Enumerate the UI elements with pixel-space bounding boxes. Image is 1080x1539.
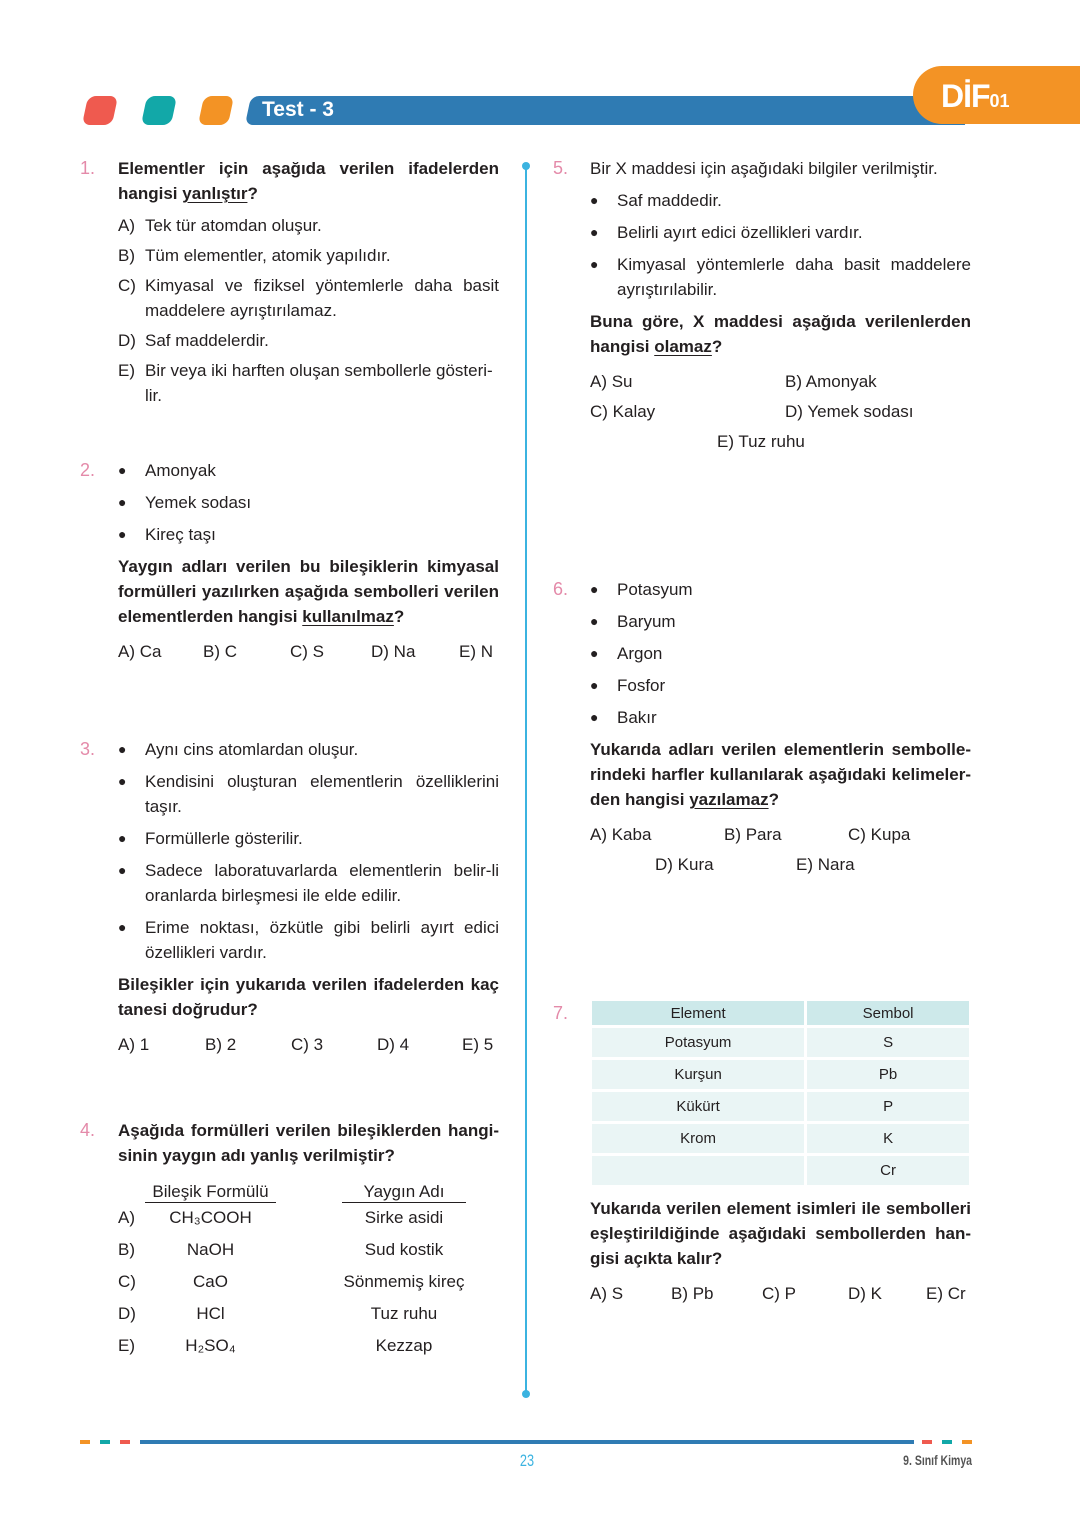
option-b[interactable]: B) C bbox=[203, 642, 237, 661]
divider-dot bbox=[522, 162, 530, 170]
option-c[interactable]: C) S bbox=[290, 642, 324, 661]
table-row[interactable] bbox=[118, 1336, 498, 1361]
title-bar bbox=[245, 96, 971, 125]
element-cell: Potasyum bbox=[592, 1028, 804, 1057]
column-header: Sembol bbox=[807, 1001, 969, 1025]
question-intro: Bir X maddesi için aşağıdaki bilgiler verilmiştir. bbox=[590, 159, 938, 178]
question-number: 2. bbox=[80, 460, 96, 480]
symbol-cell: S bbox=[807, 1028, 969, 1057]
option-a[interactable]: A) Kaba bbox=[590, 825, 652, 844]
option-d[interactable]: D) Kura bbox=[655, 855, 714, 874]
element-cell bbox=[592, 1156, 804, 1185]
option-e[interactable]: E) N bbox=[459, 642, 493, 661]
option-label: A) bbox=[118, 1208, 135, 1227]
common-name-cell: Sirke asidi bbox=[364, 1208, 444, 1227]
orange-tab-shape bbox=[198, 96, 234, 125]
option-d[interactable]: D) Saf maddelerdir. bbox=[118, 331, 269, 350]
test-title: Test - 3 bbox=[262, 98, 334, 121]
element-cell: Kükürt bbox=[592, 1092, 804, 1121]
divider-dot bbox=[522, 1390, 530, 1398]
common-name-cell: Kezzap bbox=[375, 1336, 433, 1355]
symbol-cell: K bbox=[807, 1124, 969, 1153]
bullet-item: ● Potasyum bbox=[590, 580, 693, 599]
option-a[interactable]: A) S bbox=[590, 1284, 624, 1303]
option-label: D) bbox=[118, 1304, 136, 1323]
bullet-item: ● Argon bbox=[590, 644, 663, 663]
bullet-item: ● Saf maddedir. bbox=[590, 191, 722, 210]
option-c[interactable]: C) Kimyasal ve fiziksel yöntemlerle daha basit maddelere ayrıştırılamaz. bbox=[118, 276, 499, 320]
table-row[interactable] bbox=[118, 1272, 498, 1297]
badge-text: DİF bbox=[941, 78, 990, 114]
option-a[interactable]: A) Ca bbox=[118, 642, 162, 661]
bullet-item: ● Kimyasal yöntemlerle daha basit maddelere ayrıştırılabilir. bbox=[590, 255, 971, 299]
column-header: Element bbox=[592, 1001, 804, 1025]
option-c[interactable]: C) P bbox=[762, 1284, 796, 1303]
question-text: Buna göre, X maddesi aşağıda verilenlerden hangisi olamaz? bbox=[590, 312, 971, 356]
option-label: B) bbox=[118, 1240, 135, 1259]
option-d[interactable]: D) Na bbox=[371, 642, 416, 661]
footer-line bbox=[140, 1440, 914, 1444]
symbol-cell: Pb bbox=[807, 1060, 969, 1089]
element-symbol-table bbox=[589, 998, 972, 1188]
symbol-cell: P bbox=[807, 1092, 969, 1121]
footer-dash bbox=[100, 1440, 110, 1444]
table-row[interactable] bbox=[118, 1208, 498, 1233]
question-text: Yukarıda verilen element isimleri ile sembolleri eşleştirildiğinde aşağıdaki sembollerden han-gisi açıkta kalır? bbox=[590, 1199, 971, 1268]
question-text: Elementler için aşağıda verilen ifadelerden hangisi yanlıştır? bbox=[118, 159, 499, 203]
formula-cell: HCl bbox=[196, 1304, 225, 1323]
footer-dash bbox=[80, 1440, 90, 1444]
red-tab-shape bbox=[82, 96, 118, 125]
option-c[interactable]: C) Kupa bbox=[848, 825, 911, 844]
column-header-name: Yaygın Adı bbox=[342, 1182, 466, 1203]
question-number: 1. bbox=[80, 158, 96, 178]
option-label: E) bbox=[118, 1336, 135, 1355]
bullet-item: ● Kireç taşı bbox=[118, 525, 216, 544]
bullet-item: ● Bakır bbox=[590, 708, 657, 727]
formula-cell: NaOH bbox=[186, 1240, 235, 1259]
footer-dash bbox=[962, 1440, 972, 1444]
option-b[interactable]: B) Amonyak bbox=[785, 372, 877, 391]
column-header-formula: Bileşik Formülü bbox=[145, 1182, 276, 1203]
footer-dash bbox=[942, 1440, 952, 1444]
option-e[interactable]: E) Cr bbox=[926, 1284, 966, 1303]
footer-dash bbox=[120, 1440, 130, 1444]
book-title: 9. Sınıf Kimya bbox=[903, 1452, 972, 1468]
bullet-item: ● Aynı cins atomlardan oluşur. bbox=[118, 740, 359, 759]
table-row[interactable] bbox=[118, 1304, 498, 1329]
element-cell: Kurşun bbox=[592, 1060, 804, 1089]
table-row bbox=[592, 1156, 969, 1185]
question-1 bbox=[118, 156, 499, 408]
option-b[interactable]: B) Tüm elementler, atomik yapılıdır. bbox=[118, 246, 391, 265]
table-row bbox=[592, 1092, 969, 1121]
formula-table bbox=[118, 1208, 498, 1361]
table-row bbox=[592, 1028, 969, 1057]
question-number: 7. bbox=[553, 1003, 569, 1023]
table-row bbox=[592, 1060, 969, 1089]
bullet-item: ● Kendisini oluşturan elementlerin özelliklerini taşır. bbox=[118, 772, 499, 816]
option-b[interactable]: B) Para bbox=[724, 825, 782, 844]
badge-number: 01 bbox=[989, 91, 1010, 111]
bullet-item: ● Amonyak bbox=[118, 461, 216, 480]
symbol-cell: Cr bbox=[807, 1156, 969, 1185]
option-d[interactable]: D) K bbox=[848, 1284, 882, 1303]
question-4 bbox=[118, 1118, 499, 1168]
option-a[interactable]: A) Tek tür atomdan oluşur. bbox=[118, 216, 322, 235]
question-text: Bileşikler için yukarıda verilen ifadelerden kaç tanesi doğrudur? bbox=[118, 975, 499, 1019]
option-b[interactable]: B) Pb bbox=[671, 1284, 714, 1303]
option-a[interactable]: A) 1 bbox=[118, 1035, 150, 1054]
table-row bbox=[592, 1124, 969, 1153]
question-number: 6. bbox=[553, 579, 569, 599]
bullet-item: ● Belirli ayırt edici özellikleri vardır. bbox=[590, 223, 863, 242]
bullet-item: ● Sadece laboratuvarlarda elementlerin belir-li oranlarda birleşmesi ile elde edilir. bbox=[118, 861, 499, 905]
common-name-cell: Sud kostik bbox=[364, 1240, 444, 1259]
teal-tab-shape bbox=[141, 96, 177, 125]
question-number: 4. bbox=[80, 1120, 96, 1140]
bullet-item: ● Baryum bbox=[590, 612, 676, 631]
option-a[interactable]: A) Su bbox=[590, 372, 633, 391]
formula-cell: H₂SO₄ bbox=[185, 1336, 236, 1355]
option-d[interactable]: D) 4 bbox=[377, 1035, 410, 1054]
question-7 bbox=[590, 1196, 971, 1306]
element-cell: Krom bbox=[592, 1124, 804, 1153]
bullet-item: ● Yemek sodası bbox=[118, 493, 252, 512]
common-name-cell: Sönmemiş kireç bbox=[343, 1272, 465, 1291]
option-c[interactable]: C) Kalay bbox=[590, 402, 656, 421]
question-5 bbox=[590, 156, 971, 454]
option-b[interactable]: B) 2 bbox=[205, 1035, 237, 1054]
option-e[interactable]: E) Bir veya iki harften oluşan sembollerle gösteri-lir. bbox=[118, 361, 493, 405]
bullet-item: ● Formüllerle gösterilir. bbox=[118, 829, 303, 848]
formula-cell: CaO bbox=[193, 1272, 228, 1291]
dif-badge bbox=[913, 66, 1080, 124]
option-label: C) bbox=[118, 1272, 136, 1291]
option-e[interactable]: E) Nara bbox=[796, 855, 855, 874]
question-number: 5. bbox=[553, 158, 569, 178]
bullet-item: ● Erime noktası, özkütle gibi belirli ayırt edici özellikleri vardır. bbox=[118, 918, 499, 962]
question-text: Aşağıda formülleri verilen bileşiklerden hangi-sinin yaygın adı yanlış verilmiştir? bbox=[118, 1121, 499, 1165]
table-row[interactable] bbox=[118, 1240, 498, 1265]
footer-dash bbox=[922, 1440, 932, 1444]
common-name-cell: Tuz ruhu bbox=[370, 1304, 438, 1323]
column-divider bbox=[525, 165, 527, 1393]
question-3 bbox=[118, 737, 499, 1057]
option-c[interactable]: C) 3 bbox=[291, 1035, 324, 1054]
page-number: 23 bbox=[519, 1451, 535, 1470]
option-e[interactable]: E) 5 bbox=[462, 1035, 494, 1054]
option-d[interactable]: D) Yemek sodası bbox=[785, 402, 914, 421]
question-2 bbox=[118, 458, 499, 664]
question-6 bbox=[590, 577, 971, 877]
formula-cell: CH₃COOH bbox=[169, 1208, 252, 1227]
option-e[interactable]: E) Tuz ruhu bbox=[717, 432, 805, 451]
question-number: 3. bbox=[80, 739, 96, 759]
question-text: Yaygın adları verilen bu bileşiklerin kimyasal formülleri yazılırken aşağıda sembolleri verilen elementlerden hangisi kullanılmaz? bbox=[118, 557, 499, 626]
bullet-item: ● Fosfor bbox=[590, 676, 666, 695]
question-text: Yukarıda adları verilen elementlerin sembolle-rindeki harfler kullanılarak aşağıdaki kelimeler-den hangisi yazılamaz? bbox=[590, 740, 971, 809]
